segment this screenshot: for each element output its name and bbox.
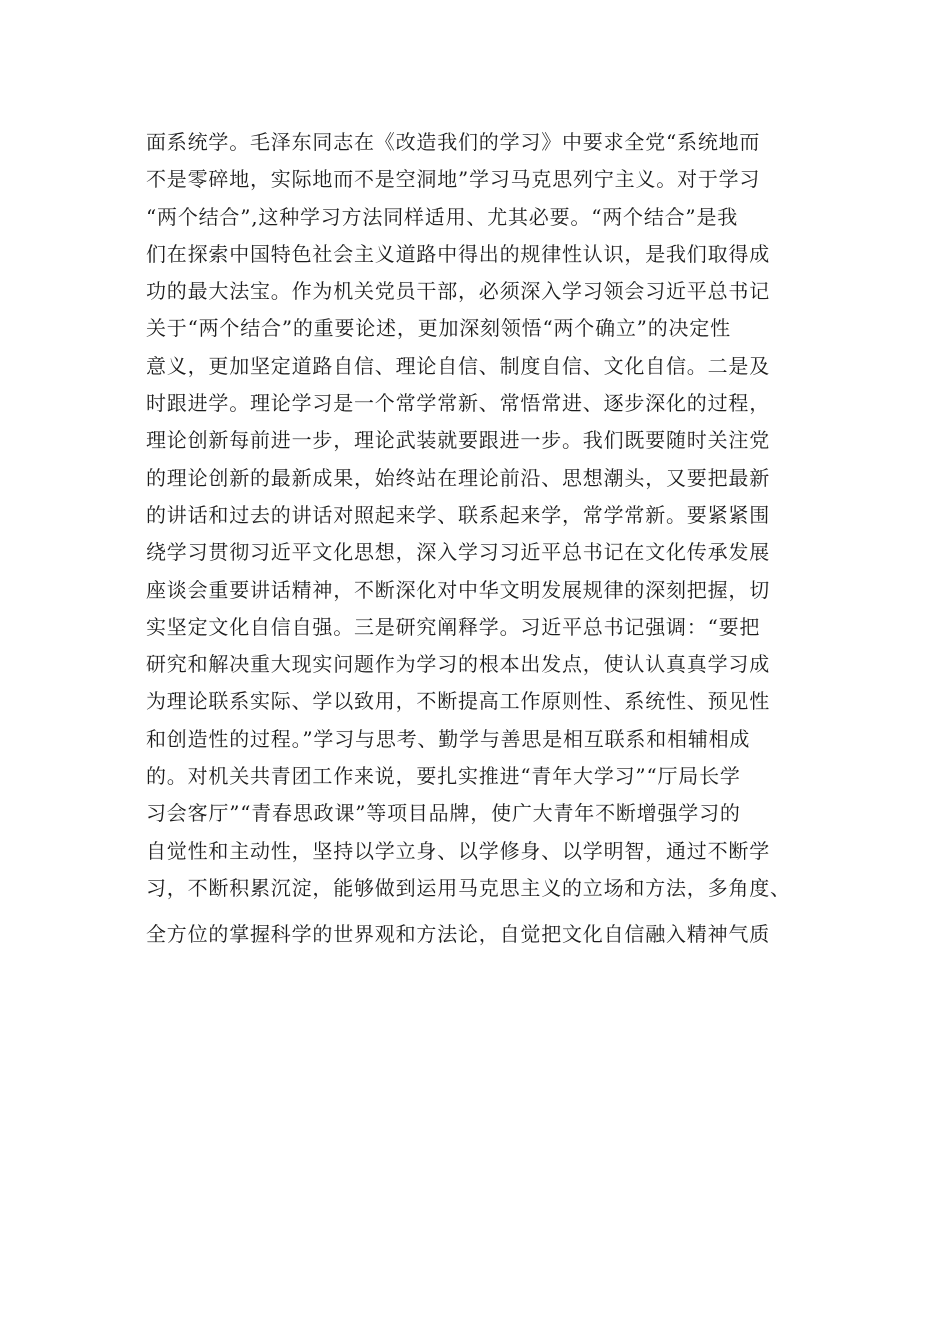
text-line: 的理论创新的最新成果，始终站在理论前沿、思想潮头，又要把最新	[146, 465, 770, 490]
text-line: 时跟进学。理论学习是一个常学常新、常悟常进、逐步深化的过程，	[146, 391, 770, 416]
text-line: 理论创新每前进一步，理论武装就要跟进一步。我们既要随时关注党	[146, 428, 770, 453]
text-line: 习会客厅”“青春思政课”等项目品牌，使广大青年不断增强学习的	[146, 801, 741, 826]
text-line: 面系统学。毛泽东同志在《改造我们的学习》中要求全党“系统地而	[146, 130, 761, 154]
text-line: “两个结合”,这种学习方法同样适用、尤其必要。“两个结合”是我	[146, 204, 739, 229]
text-line: 和创造性的过程。”学习与思考、勤学与善思是相互联系和相辅相成	[146, 726, 751, 751]
body-text	[146, 124, 816, 954]
text-line: 关于“两个结合”的重要论述，更加深刻领悟“两个确立”的决定性	[146, 316, 731, 341]
text-line: 习，不断积累沉淀，能够做到运用马克思主义的立场和方法，多角度、	[146, 875, 791, 900]
text-line: 的讲话和过去的讲话对照起来学、联系起来学，常学常新。要紧紧围	[146, 502, 770, 527]
text-line: 座谈会重要讲话精神，不断深化对中华文明发展规律的深刻把握，切	[146, 577, 770, 602]
text-line: 们在探索中国特色社会主义道路中得出的规律性认识，是我们取得成	[146, 241, 770, 266]
text-line: 绕学习贯彻习近平文化思想，深入学习习近平总书记在文化传承发展	[146, 540, 770, 565]
text-line: 意义，更加坚定道路自信、理论自信、制度自信、文化自信。二是及	[146, 353, 770, 378]
text-line: 自觉性和主动性，坚持以学立身、以学修身、以学明智，通过不断学	[146, 838, 770, 863]
text-line: 的。对机关共青团工作来说，要扎实推进“青年大学习”“厅局长学	[146, 764, 741, 789]
text-line: 为理论联系实际、学以致用，不断提高工作原则性、系统性、预见性	[146, 689, 770, 714]
text-line: 不是零碎地，实际地而不是空洞地”学习马克思列宁主义。对于学习	[146, 167, 761, 192]
text-line: 研究和解决重大现实问题作为学习的根本出发点，使认认真真学习成	[146, 652, 770, 677]
text-line: 全方位的掌握科学的世界观和方法论，自觉把文化自信融入精神气质	[146, 922, 770, 947]
text-line: 功的最大法宝。作为机关党员干部，必须深入学习领会习近平总书记	[146, 279, 770, 304]
text-line: 实坚定文化自信自强。三是研究阐释学。习近平总书记强调：“要把	[146, 614, 761, 639]
